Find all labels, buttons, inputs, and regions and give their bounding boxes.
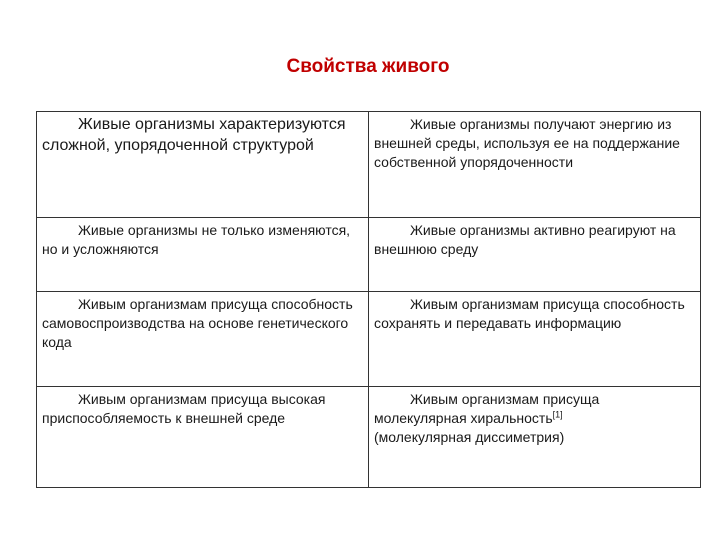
table-cell [37,292,369,387]
table-cell [37,387,369,488]
table-row [37,218,701,292]
cell-text: Живым организмам присуща способность самовоспроизводства на основе генетического кода [42,296,353,350]
table-row [37,112,701,218]
table-cell [369,387,701,488]
cell-text: (молекулярная диссиметрия) [374,429,565,445]
table-cell [369,292,701,387]
table-row [37,387,701,488]
footnote-link[interactable]: [1] [552,409,563,420]
cell-text: Живые организмы получают энергию из внешней среды, используя ее на поддержание собственной упорядоченности [374,116,680,170]
table-cell [37,112,369,218]
cell-text: Живым организмам присуща молекулярная хиральность [374,391,600,426]
cell-text: Живые организмы активно реагируют на внешнюю среду [374,222,676,257]
table-row [37,292,701,387]
cell-text: Живым организмам присуща способность сохранять и передавать информацию [374,296,685,331]
cell-text: Живые организмы не только изменяются, но и усложняются [42,222,351,257]
table-cell [369,112,701,218]
page-title: Свойства живого [286,56,450,77]
cell-text: Живым организмам присуща высокая приспособляемость к внешней среде [42,391,326,426]
table-cell [369,218,701,292]
cell-text: Живые организмы характеризуются сложной, упорядоченной структурой [42,116,346,154]
table-cell [37,218,369,292]
properties-table [36,111,701,488]
